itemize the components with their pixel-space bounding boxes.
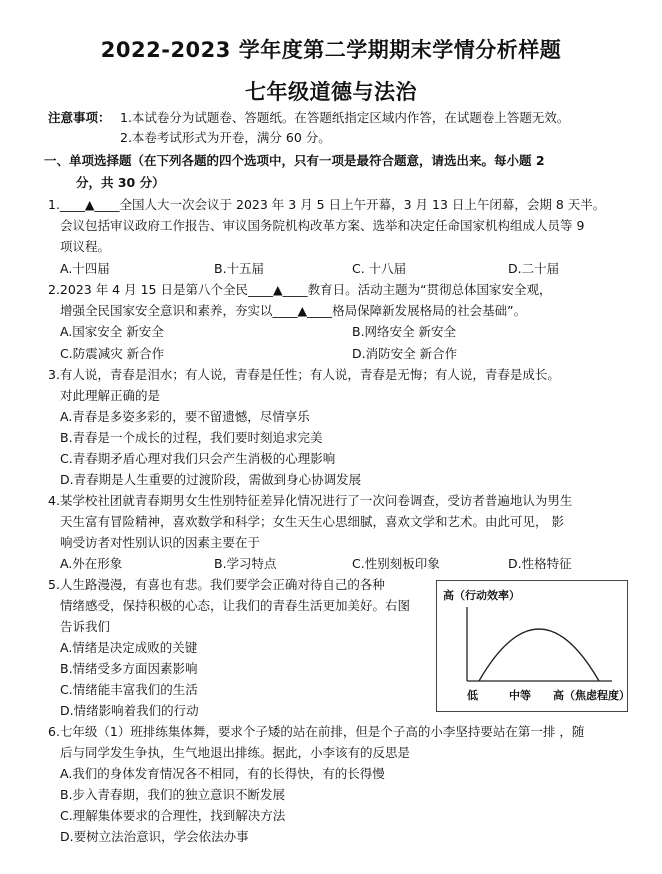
q5-stem-2: 情绪感受，保持积极的心态，让我们的青春生活更加美好。右图 — [60, 598, 411, 613]
q2-option-b: B.网络安全 新安全 — [352, 324, 457, 339]
q4-stem-3: 响受访者对性别认识的因素主要在于 — [60, 535, 261, 550]
q4-option-d: D.性格特征 — [508, 556, 572, 571]
section-header-line-2: 分，共 30 分） — [76, 175, 165, 190]
q5-option-c: C.情绪能丰富我们的生活 — [60, 682, 198, 697]
q4-option-b: B.学习特点 — [214, 556, 277, 571]
q4-option-a: A.外在形象 — [60, 556, 123, 571]
chart-x-tick-low: 低 — [467, 689, 478, 702]
q1-option-a: A.十四届 — [60, 261, 110, 276]
q6-option-d: D.要树立法治意识，学会依法办事 — [60, 829, 249, 844]
notes-label: 注意事项： — [48, 110, 111, 125]
q1-stem-2: 会议包括审议政府工作报告、审议国务院机构改革方案、选举和决定任命国家机构组成人员等 9 — [60, 218, 585, 233]
q6-stem-2: 后与同学发生争执，生气地退出排练。据此，小李该有的反思是 — [60, 745, 411, 760]
chart-x-tick-high: 高（焦虑程度） — [553, 689, 630, 702]
q6-option-a: A.我们的身体发育情况各不相同，有的长得快，有的长得慢 — [60, 766, 385, 781]
q2-option-a: A.国家安全 新安全 — [60, 324, 164, 339]
chart-y-label: 高（行动效率） — [443, 589, 520, 602]
q1-stem-1: 1.____▲____全国人大一次会议于 2023 年 3 月 5 日上午开幕，3 月 13 日上午闭幕，会期 8 天半。 — [48, 197, 606, 212]
emotion-efficiency-chart — [436, 580, 628, 712]
q6-stem-1: 6.七年级（1）班排练集体舞，要求个子矮的站在前排，但是个子高的小李坚持要站在第一排 ，随 — [48, 724, 585, 739]
q5-option-b: B.情绪受多方面因素影响 — [60, 661, 198, 676]
q3-option-c: C.青春期矛盾心理对我们只会产生消极的心理影响 — [60, 451, 336, 466]
q5-option-d: D.情绪影响着我们的行动 — [60, 703, 199, 718]
q3-option-b: B.青春是一个成长的过程，我们要时刻追求完美 — [60, 430, 323, 445]
q2-stem-1: 2.2023 年 4 月 15 日是第八个全民____▲____教育日。活动主题为“贯彻总体国家安全观， — [48, 282, 552, 297]
note-2: 2.本卷考试形式为开卷，满分 60 分。 — [120, 130, 331, 145]
q3-stem-2: 对此理解正确的是 — [60, 388, 161, 403]
q3-option-d: D.青春期是人生重要的过渡阶段，需做到身心协调发展 — [60, 472, 362, 487]
page-subtitle: 七年级道德与法治 — [245, 80, 417, 104]
page-title: 2022-2023 学年度第二学期期末学情分析样题 — [100, 38, 562, 62]
chart-curve — [479, 629, 599, 681]
note-1: 1.本试卷分为试题卷、答题纸。在答题纸指定区域内作答，在试题卷上答题无效。 — [120, 110, 570, 125]
q5-stem-3: 告诉我们 — [60, 619, 111, 634]
q1-option-d: D.二十届 — [508, 261, 560, 276]
q2-option-d: D.消防安全 新合作 — [352, 346, 458, 361]
q6-option-b: B.步入青春期，我们的独立意识不断发展 — [60, 787, 286, 802]
q6-option-c: C.理解集体要求的合理性，找到解决方法 — [60, 808, 286, 823]
q1-option-b: B.十五届 — [214, 261, 265, 276]
q5-option-a: A.情绪是决定成败的关键 — [60, 640, 198, 655]
q5-stem-1: 5.人生路漫漫，有喜也有悲。我们要学会正确对待自己的各种 — [48, 577, 385, 592]
q4-stem-1: 4.某学校社团就青春期男女生性别特征差异化情况进行了一次问卷调查，受访者普遍地认为男生 — [48, 493, 573, 508]
section-header-line-1: 一、单项选择题（在下列各题的四个选项中，只有一项是最符合题意，请选出来。每小题 2 — [44, 153, 545, 168]
q2-stem-2: 增强全民国家安全意识和素养，夯实以____▲____格局保障新发展格局的社会基础”。 — [60, 303, 527, 318]
q1-stem-3: 项议程。 — [60, 239, 111, 254]
q3-stem-1: 3.有人说，青春是泪水；有人说，青春是任性；有人说，青春是无悔；有人说，青春是成长。 — [48, 367, 560, 382]
q4-option-c: C.性别刻板印象 — [352, 556, 440, 571]
chart-x-tick-mid: 中等 — [509, 689, 531, 702]
q2-option-c: C.防震减灾 新合作 — [60, 346, 165, 361]
q1-option-c: C. 十八届 — [352, 261, 407, 276]
q3-option-a: A.青春是多姿多彩的，要不留遗憾，尽情享乐 — [60, 409, 310, 424]
q4-stem-2: 天生富有冒险精神，喜欢数学和科学；女生天生心思细腻，喜欢文学和艺术。由此可见， 影 — [60, 514, 564, 529]
